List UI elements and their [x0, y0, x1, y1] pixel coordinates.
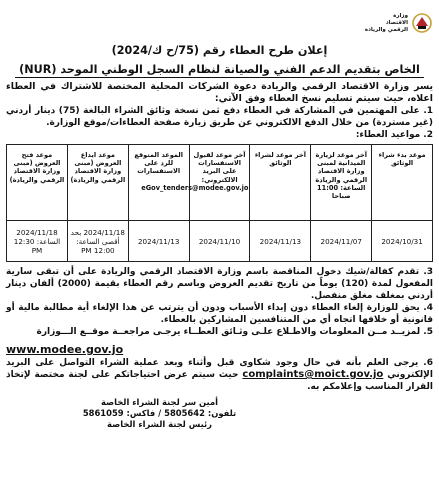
item-1: 1. على المهتمين في المشاركة في العطاء دفع ثمن نسخة وثائق الشراء البالغة (75) دينار أردني (غير مستردة) من خلال الدفع الالكتروني عن طريق زيارة صفحة العطاءات/موقع الوزارة. — [6, 106, 434, 128]
value-inquiry-reply: 2024/11/13 — [128, 221, 189, 262]
fax-number: 5861059 — [82, 408, 124, 418]
announcement-subtitle: الخاص بتقديم الدعم الفني والصيانة لنظام السجل الوطني الموحد (NUR) — [15, 62, 424, 78]
schedule-header-row — [7, 145, 433, 221]
fax-label: فاكس: — [126, 408, 156, 418]
header-doc-purchase-deadline: آخر موعد لشراء الوثائق — [250, 145, 311, 221]
header-doc-purchase-start: موعد بدء شراء الوثائق — [372, 145, 433, 221]
header-site-visit: آخر موعد لزيارة الميدانية لمبنى وزارة الاقتصاد الرقمي والريادة الساعة: 11:00 صباحا — [311, 145, 372, 221]
item-6-text-b: حيث سيتم عرض احتياجاتكم على لجنة مختصة لإتخاذ القرار المناسب وإعلامكم به. — [6, 370, 433, 392]
header-bid-opening: موعد فتح العروض (مبنى وزارة الاقتصاد الرقمي والريادة) — [7, 145, 68, 221]
item-2: 2. مواعيد العطاء: — [355, 130, 433, 140]
item-3: 3. تقدم كفالة/شيك دخول المناقصة باسم وزارة الاقتصاد الرقمي والريادة على أن تبقى سارية المفعول لمدة (120) يوماً من تاريخ تقديم العروض وباسم رقم العطاء بقيمة (2000) ألفان دينار أردني بمغلف مغلق منفصل. — [6, 267, 433, 301]
value-bid-submission: 2024/11/18 بحد أقصى الساعة: 12:00 PM — [67, 221, 128, 262]
logo-line-3: الرقمي والريادة — [364, 26, 408, 33]
header-inquiry-reply: الموعد المتوقع للرد على الاستفسارات — [128, 145, 189, 221]
signature-secretary: أمين سر لجنة الشراء الخاصة — [100, 397, 219, 407]
phone-number: 5805642 — [164, 408, 205, 418]
ministry-emblem-icon — [411, 12, 433, 34]
website-line — [6, 338, 433, 357]
header-inquiries-deadline: آخر موعد لقبول الاستفسارات على البريد الالكتروني: eGov_tenders@modee.gov.jo — [189, 145, 250, 221]
intro-paragraph: يسر وزارة الاقتصاد الرقمي والريادة دعوة الشركات المحلية المختصة للاشتراك في العطاء اعلاه، حيث سيتم تسليم نسخ العطاء وفق الآتي: — [6, 81, 433, 104]
schedule-values-row — [7, 221, 433, 262]
item-5: 5. لمزيــد مــن المعلومات والاطـلاع علـى وثـائق العطــاء يرجـى مراجعــة موقــع الـــوزارة — [36, 327, 433, 337]
logo-line-1: وزارة — [393, 12, 408, 19]
schedule-table — [6, 144, 433, 262]
website-link[interactable]: www.modee.gov.jo — [6, 343, 124, 356]
ministry-logo — [359, 6, 433, 40]
value-doc-purchase-start: 2024/10/31 — [372, 221, 433, 262]
value-doc-purchase-deadline: 2024/11/13 — [250, 221, 311, 262]
complaints-email-link[interactable]: complaints@moict.gov.jo — [242, 369, 384, 380]
item-6-text-a: 6. يرجى العلم بأنه في حال وجود شكاوى قبل وأثناء وبعد عملية الشراء التواصل على البريد الإلكتروني — [6, 358, 433, 380]
value-site-visit: 2024/11/07 — [311, 221, 372, 262]
logo-line-2: الاقتصاد — [385, 19, 408, 26]
announcement-header — [6, 44, 433, 78]
logo-text — [365, 13, 408, 34]
phone-label: تلفون: — [207, 408, 237, 418]
value-bid-opening: 2024/11/18 الساعة: 12:30 PM — [7, 221, 68, 262]
announcement-title: إعلان طرح العطاء رقم (75/ح ك/2024) — [111, 44, 328, 57]
header-bid-submission: موعد ايداع العروض (مبنى وزارة الاقتصاد الرقمي والريادة) — [67, 145, 128, 221]
item-6 — [6, 357, 433, 393]
signature-chair: رئيس لجنة الشراء الخاصة — [107, 419, 212, 429]
value-inquiries-deadline: 2024/11/10 — [189, 221, 250, 262]
item-4: 4. يحق للوزارة إلغاء العطاء دون إبداء الأسباب ودون أن يترتب عن هذا الإلغاء أية مطالبة مالية أو قانونية أو خلافها اتجاه أي من المتنافسين المشاركين بالعطاء. — [6, 303, 433, 325]
signature-block — [6, 397, 433, 430]
signature-contacts: تلفون: 5805642 / فاكس: 5861059 — [82, 408, 237, 418]
